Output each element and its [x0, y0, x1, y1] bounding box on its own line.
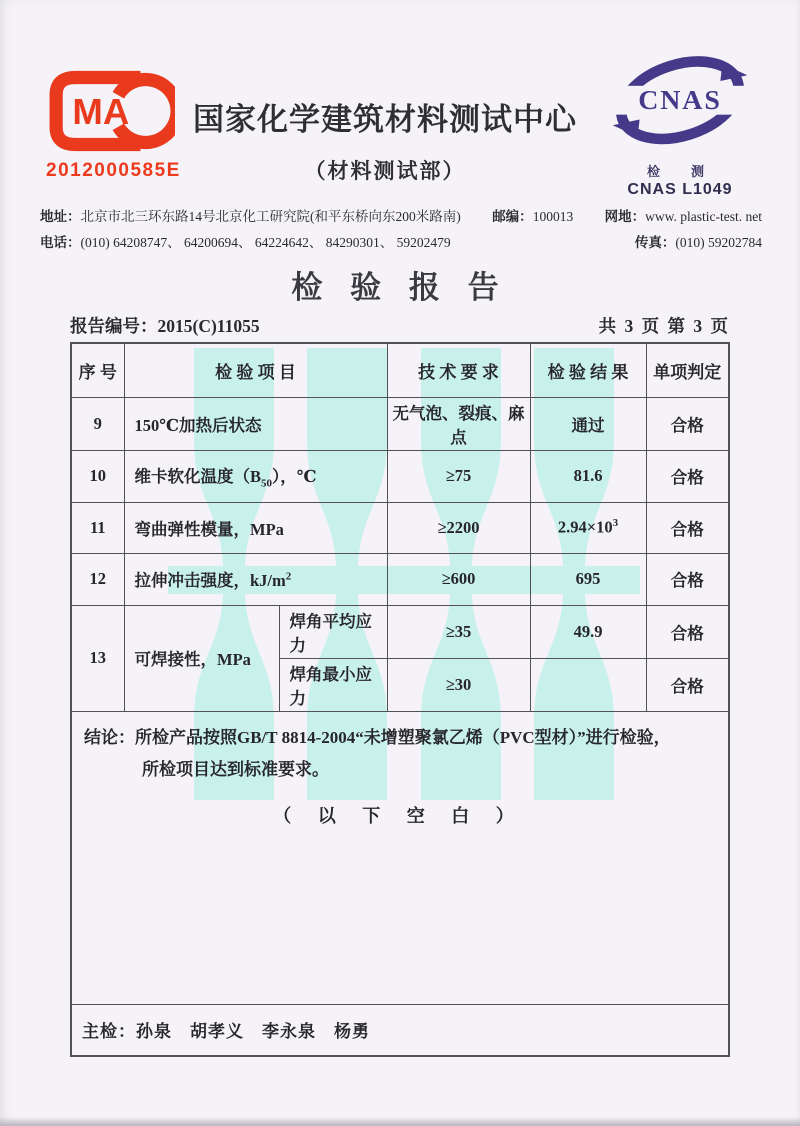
row-sub-item: 焊角最小应力	[279, 658, 387, 711]
col-header-result: 检 验 结 果	[530, 343, 646, 397]
contact-row-phone	[40, 230, 762, 256]
row-result: 通过	[530, 397, 646, 450]
row-item-subscript: 50	[261, 477, 273, 490]
row-requirement: ≥75	[387, 450, 530, 502]
col-header-no: 序 号	[71, 343, 124, 397]
page-info: 共 3 页 第 3 页	[598, 316, 730, 336]
cnas-cert-type: 检 测	[646, 164, 713, 179]
conclusion-row	[71, 711, 729, 1004]
table-row	[71, 450, 729, 502]
row-verdict: 合格	[646, 553, 729, 605]
row-result: 695	[530, 553, 646, 605]
cma-logo-block	[46, 68, 181, 182]
row-requirement: 无气泡、裂痕、麻点	[387, 397, 530, 450]
web-label: 网地：	[604, 209, 646, 224]
conclusion-line1: 结论：所检产品按照GB/T 8814-2004“未增塑聚氯乙烯（PVC型材）”进行检验，	[84, 727, 671, 747]
fax-line	[635, 230, 762, 256]
table-row	[71, 397, 729, 450]
row-sub-item: 焊角平均应力	[279, 605, 387, 658]
row-requirement: ≥35	[387, 605, 530, 658]
org-title-block	[178, 94, 592, 185]
address-value: 北京市北三环东路14号北京化工研究院(和平东桥向东200米路南)	[80, 209, 461, 224]
row-no: 13	[71, 605, 124, 711]
cnas-cert-number: CNAS L1049	[627, 181, 733, 198]
table-row	[71, 553, 729, 605]
report-title: 检 验 报 告	[291, 270, 509, 305]
cnas-logo-icon	[600, 56, 760, 156]
row-item-text: 维卡软化温度（B	[134, 466, 262, 486]
row-no: 12	[71, 553, 124, 605]
fax-value: (010) 59202784	[675, 235, 762, 250]
inspector-cell	[71, 1004, 729, 1056]
org-department: （材料测试部）	[304, 159, 466, 183]
row-no: 9	[71, 397, 124, 450]
cma-certificate-number: 2012000585E	[46, 160, 181, 181]
cnas-logo-block	[596, 56, 764, 199]
row-verdict: 合格	[646, 605, 729, 658]
zip-value: 100013	[532, 209, 574, 224]
row-item: 可焊接性，MPa	[124, 605, 279, 711]
col-header-item: 检 验 项 目	[124, 343, 387, 397]
conclusion-line2: 所检项目达到标准要求。	[142, 759, 329, 779]
cma-logo-icon	[47, 68, 175, 154]
row-requirement: ≥600	[387, 553, 530, 605]
org-name: 国家化学建筑材料测试中心	[193, 102, 577, 137]
row-item-superscript: 2	[285, 570, 292, 583]
inspector-row	[71, 1004, 729, 1056]
report-number-label: 报告编号：	[70, 316, 158, 336]
phone-values: (010) 64208747、 64200694、 64224642、 84290301、 59202479	[80, 235, 451, 250]
report-meta-row	[70, 313, 730, 338]
col-header-requirement: 技 术 要 求	[387, 343, 530, 397]
inspector-names: 孙泉 胡孝义 李永泉 杨勇	[136, 1022, 370, 1042]
row-verdict: 合格	[646, 450, 729, 502]
row-no: 11	[71, 502, 124, 553]
row-verdict: 合格	[646, 397, 729, 450]
zip-line	[492, 204, 573, 230]
row-result: 81.6	[530, 450, 646, 502]
address-label: 地址：	[40, 209, 81, 224]
col-header-verdict: 单项判定	[646, 343, 729, 397]
row-verdict: 合格	[646, 658, 729, 711]
table-row	[71, 502, 729, 553]
row-item: 弯曲弹性模量，MPa	[124, 502, 387, 553]
row-requirement: ≥2200	[387, 502, 530, 553]
row-result	[530, 502, 646, 553]
row-item-text: 拉伸冲击强度，kJ/m	[134, 571, 286, 590]
row-no: 10	[71, 450, 124, 502]
results-table-wrap	[70, 342, 730, 1057]
row-item-text: ），℃	[272, 466, 317, 486]
test-results-table	[70, 342, 730, 1057]
contact-row-address	[40, 204, 762, 230]
row-verdict: 合格	[646, 502, 729, 553]
cnas-label: CNAS	[638, 84, 722, 116]
fax-label: 传真：	[634, 235, 676, 250]
report-number-line	[70, 313, 260, 338]
row-result-text: 2.94×10	[557, 517, 613, 537]
conclusion-cell	[71, 711, 729, 1004]
contact-info	[40, 204, 762, 256]
phone-line	[40, 230, 451, 256]
row-result	[530, 658, 646, 711]
blank-below-note: （ 以 下 空 白 ）	[273, 806, 525, 827]
row-result-superscript: 3	[612, 517, 619, 530]
web-line	[605, 204, 762, 230]
web-value: www. plastic-test. net	[645, 209, 762, 224]
zip-label: 邮编：	[492, 209, 533, 224]
table-row	[71, 605, 729, 658]
phone-label: 电话：	[40, 235, 81, 250]
inspector-label: 主检：	[82, 1022, 136, 1042]
cma-letters: MA	[72, 91, 130, 133]
report-number-value: 2015(C)11055	[157, 316, 260, 336]
row-result: 49.9	[530, 605, 646, 658]
row-item: 150℃加热后状态	[124, 397, 387, 450]
table-header-row	[71, 343, 729, 397]
row-item	[124, 553, 387, 605]
row-item	[124, 450, 387, 502]
row-requirement: ≥30	[387, 658, 530, 711]
address-line	[40, 204, 461, 230]
